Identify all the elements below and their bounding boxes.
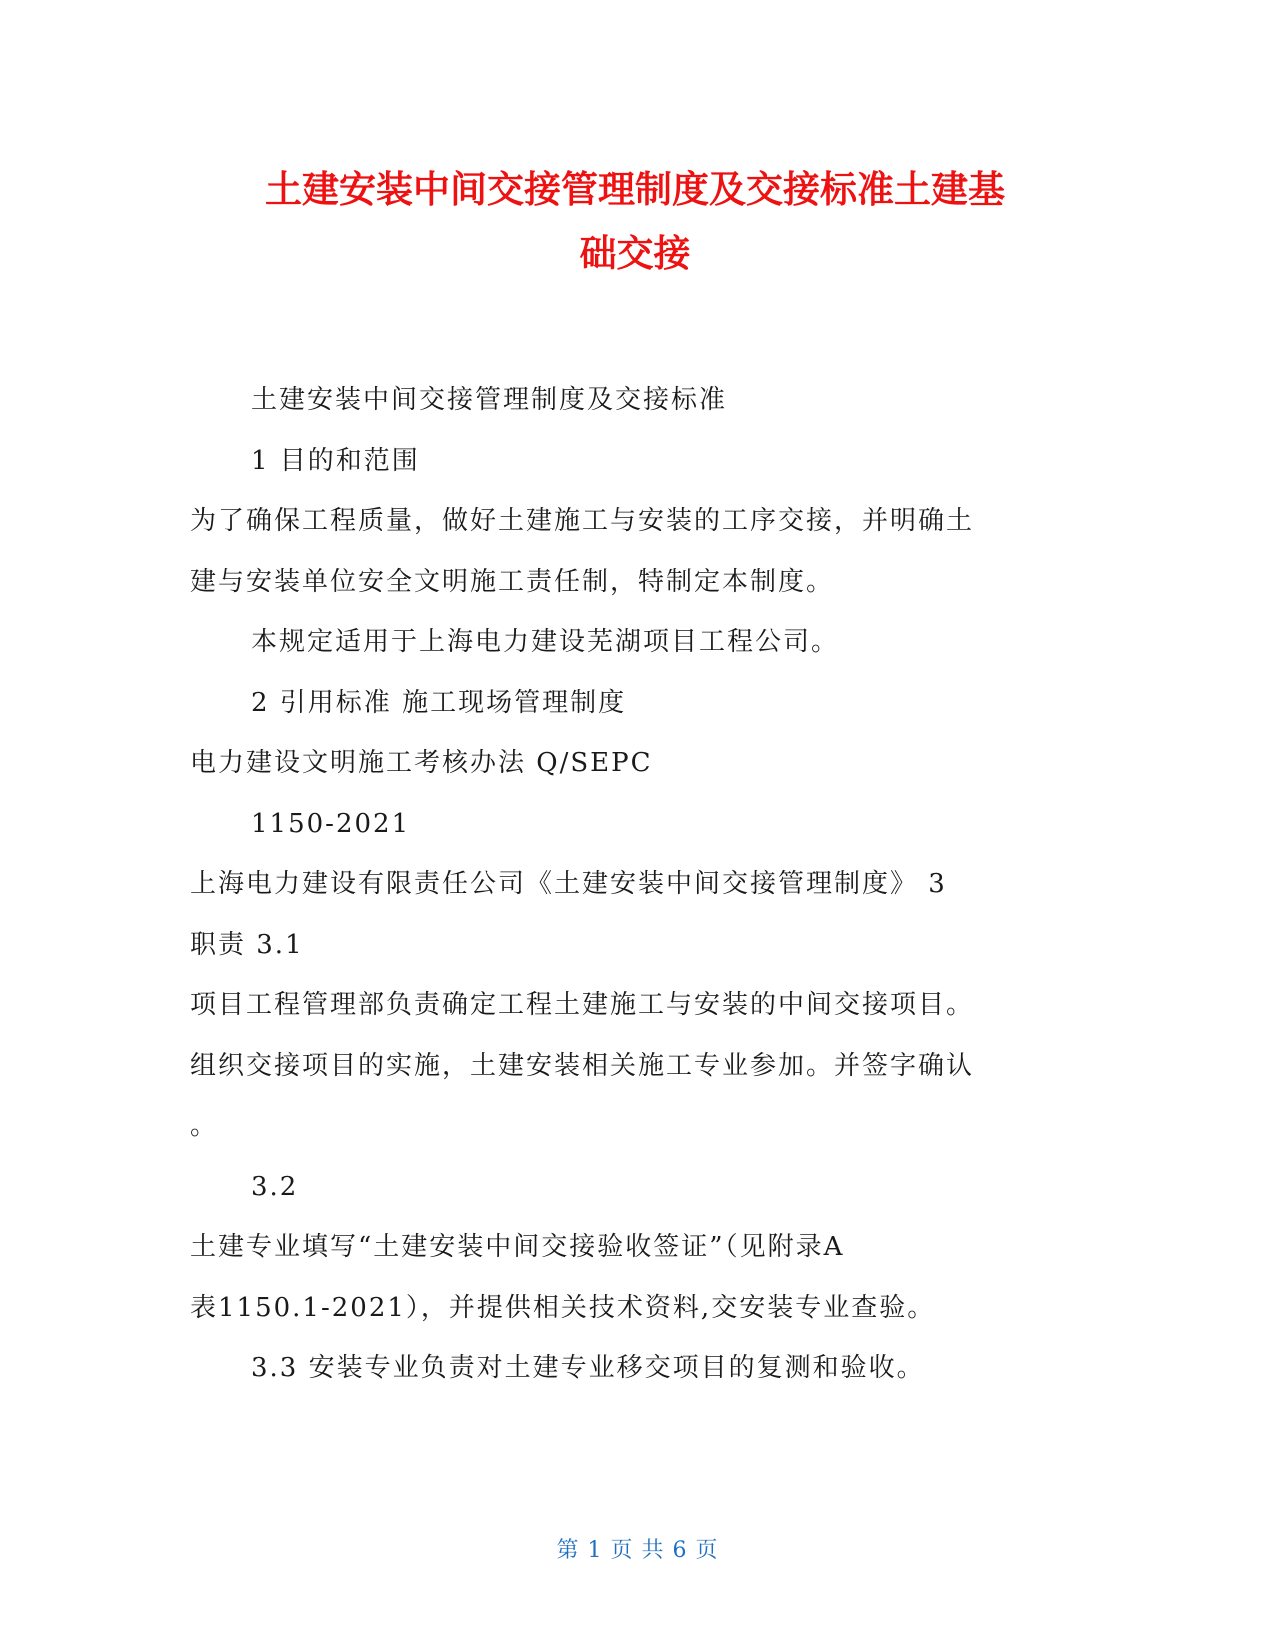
reference-standard-line-1: 电力建设文明施工考核办法 Q/SEPC: [190, 748, 653, 778]
paragraph-3-1-line-3: 。: [190, 1111, 219, 1141]
section-2-heading: 2 引用标准 施工现场管理制度: [251, 687, 627, 718]
section-3-2-heading: 3.2: [251, 1171, 299, 1202]
document-title: [185, 158, 1085, 286]
section-heading: 土建安装中间交接管理制度及交接标准: [251, 385, 728, 415]
document-title-line-2: 础交接: [579, 232, 691, 275]
paragraph-purpose-line-2: 建与安装单位安全文明施工责任制，特制定本制度。: [190, 566, 835, 597]
reference-standard-line-2: 1150-2021: [251, 808, 411, 839]
page-number-footer: 第 1 页 共 6 页: [556, 1538, 719, 1563]
paragraph-3-1-line-2: 组织交接项目的实施，土建安装相关施工专业参加。并签字确认: [190, 1050, 975, 1081]
paragraph-purpose-line-1: 为了确保工程质量，做好土建施工与安装的工序交接，并明确土: [190, 506, 975, 536]
paragraph-3-1-line-1: 项目工程管理部负责确定工程土建施工与安装的中间交接项目。: [190, 990, 975, 1020]
section-3-heading: 职责 3.1: [190, 929, 304, 960]
paragraph-3-3: 3.3 安装专业负责对土建专业移交项目的复测和验收。: [251, 1353, 925, 1383]
section-1-heading: 1 目的和范围: [251, 445, 420, 476]
paragraph-3-2-line-2: 表1150.1-2021），并提供相关技术资料,交安装专业查验。: [190, 1292, 936, 1323]
reference-company-line: 上海电力建设有限责任公司《土建安装中间交接管理制度》 3: [190, 869, 947, 899]
paragraph-scope: 本规定适用于上海电力建设芜湖项目工程公司。: [251, 627, 840, 657]
paragraph-3-2-line-1: 土建专业填写“土建安装中间交接验收签证”（见附录A: [190, 1232, 845, 1262]
document-title-line-1: 土建安装中间交接管理制度及交接标准土建基: [265, 168, 1005, 211]
document-body: [190, 370, 1070, 1399]
